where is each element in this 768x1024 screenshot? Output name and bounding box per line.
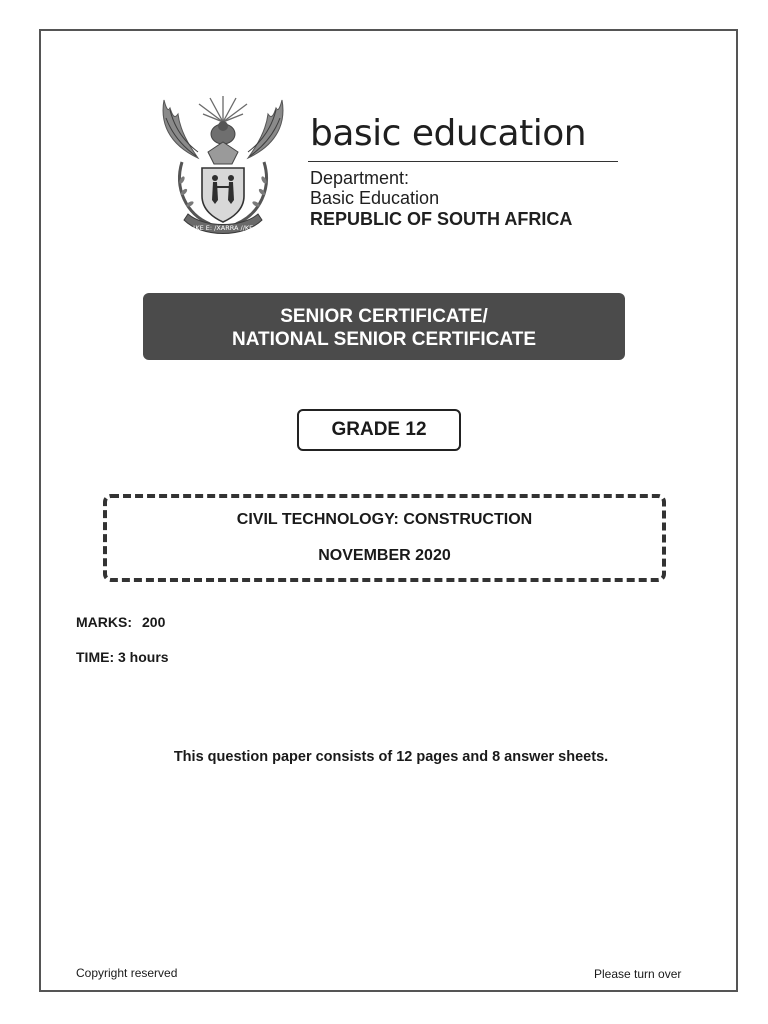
exam-session: NOVEMBER 2020 [318, 547, 451, 564]
certificate-banner [143, 293, 625, 360]
department-name: Basic Education [310, 188, 440, 208]
brand-title: basic education [310, 113, 587, 154]
subject-title: CIVIL TECHNOLOGY: CONSTRUCTION [236, 511, 533, 528]
grade-box: GRADE 12 [297, 409, 461, 451]
country-name: REPUBLIC OF SOUTH AFRICA [310, 209, 573, 229]
marks-line [76, 615, 165, 629]
time-line [76, 650, 169, 664]
turn-over-footer: Please turn over [594, 967, 682, 981]
subject-box [103, 494, 666, 582]
certificate-line-1: SENIOR CERTIFICATE/ [280, 306, 488, 327]
crest-motto: !KE E: /XARRA //KE [192, 224, 254, 232]
brand-underline [308, 161, 618, 162]
time-value: 3 hours [118, 649, 169, 665]
copyright-footer: Copyright reserved [76, 966, 178, 980]
certificate-line-2: NATIONAL SENIOR CERTIFICATE [232, 329, 536, 350]
department-label: Department: [310, 168, 410, 188]
marks-label: MARKS: [76, 614, 132, 630]
marks-value: 200 [142, 614, 166, 630]
time-label: TIME: [76, 649, 115, 665]
paper-info-note: This question paper consists of 12 pages and 8 answer sheets. [173, 749, 609, 765]
coat-of-arms-icon [158, 92, 288, 242]
